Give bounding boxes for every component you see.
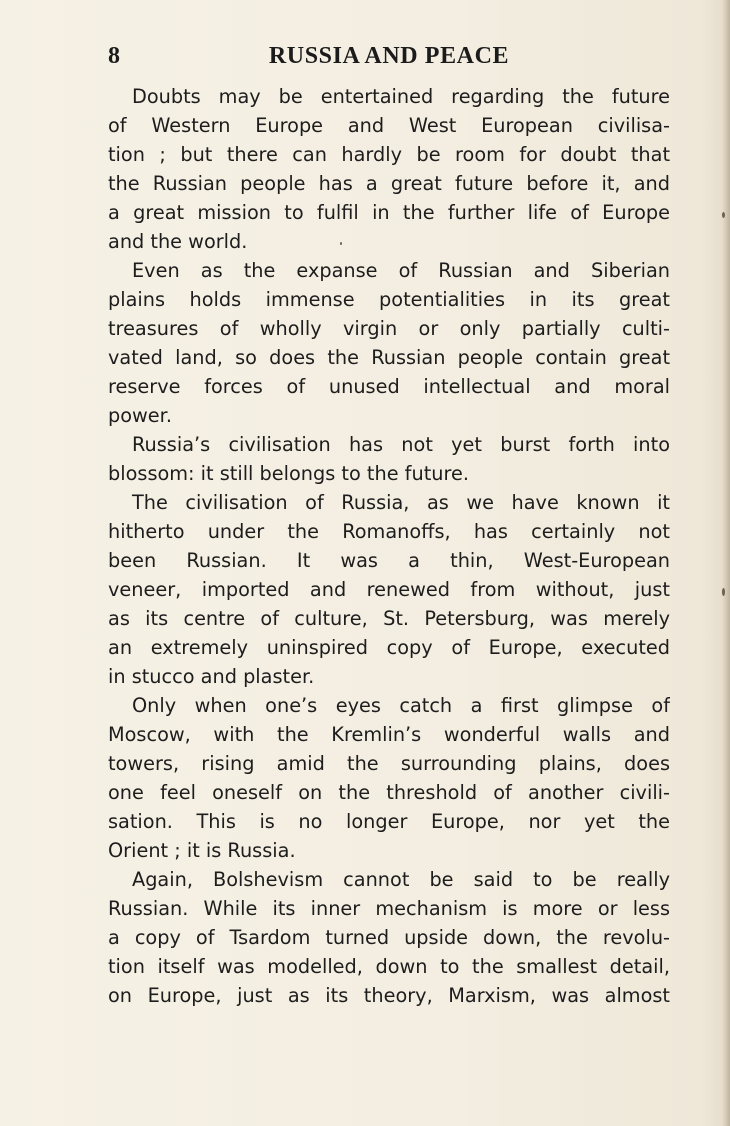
text-line: hitherto under the Romanoffs, has certainly not	[108, 520, 670, 543]
text-line: power.	[108, 404, 172, 427]
page-number: 8	[108, 43, 120, 69]
text-line: vated land, so does the Russian people contain great	[108, 346, 670, 369]
text-line: veneer, imported and renewed from without, just	[108, 578, 670, 601]
text-line: Again, Bolshevism cannot be said to be really	[132, 868, 670, 891]
paragraph	[108, 82, 670, 256]
paragraph	[108, 256, 670, 430]
text-line: tion ; but there can hardly be room for doubt that	[108, 143, 670, 166]
body-text	[108, 82, 670, 1010]
text-line: Doubts may be entertained regarding the future	[132, 85, 670, 108]
text-line: one feel oneself on the threshold of another civili-	[108, 781, 670, 804]
text-line: sation. This is no longer Europe, nor yet the	[108, 810, 670, 833]
ink-speck	[722, 212, 725, 218]
text-line: tion itself was modelled, down to the smallest detail,	[108, 955, 670, 978]
text-line: in stucco and plaster.	[108, 665, 315, 688]
paragraph	[108, 430, 670, 488]
running-head: RUSSIA AND PEACE	[268, 43, 510, 69]
text-line: a copy of Tsardom turned upside down, the revolu-	[108, 926, 670, 949]
text-line: been Russian. It was a thin, West-European	[108, 549, 670, 572]
text-line: reserve forces of unused intellectual and moral	[108, 375, 670, 398]
text-line: Orient ; it is Russia.	[108, 839, 296, 862]
text-line: as its centre of culture, St. Petersburg, was merely	[108, 607, 670, 630]
text-line: and the world.	[108, 230, 248, 253]
paragraph	[108, 488, 670, 691]
text-line: plains holds immense potentialities in its great	[108, 288, 670, 311]
text-line: of Western Europe and West European civilisa-	[108, 114, 670, 137]
text-line: The civilisation of Russia, as we have known it	[132, 491, 670, 514]
page-header	[108, 38, 670, 74]
text-line: blossom: it still belongs to the future.	[108, 462, 469, 485]
text-line: Even as the expanse of Russian and Siberian	[132, 259, 670, 282]
text-line: treasures of wholly virgin or only partially culti-	[108, 317, 670, 340]
text-line: a great mission to fulfil in the further life of Europe	[108, 201, 670, 224]
paragraph	[108, 865, 670, 1010]
text-line: towers, rising amid the surrounding plains, does	[108, 752, 670, 775]
text-line: Russian. While its inner mechanism is more or less	[108, 897, 670, 920]
text-line: Moscow, with the Kremlin’s wonderful walls and	[108, 723, 670, 746]
page-edge-shadow	[722, 0, 730, 1126]
ink-speck	[722, 588, 725, 596]
text-line: an extremely uninspired copy of Europe, executed	[108, 636, 670, 659]
text-line: Only when one’s eyes catch a first glimpse of	[132, 694, 670, 717]
text-line: on Europe, just as its theory, Marxism, was almost	[108, 984, 670, 1007]
text-line: the Russian people has a great future before it, and	[108, 172, 670, 195]
text-line: Russia’s civilisation has not yet burst forth into	[132, 433, 670, 456]
ink-speck	[340, 242, 342, 245]
paragraph	[108, 691, 670, 865]
